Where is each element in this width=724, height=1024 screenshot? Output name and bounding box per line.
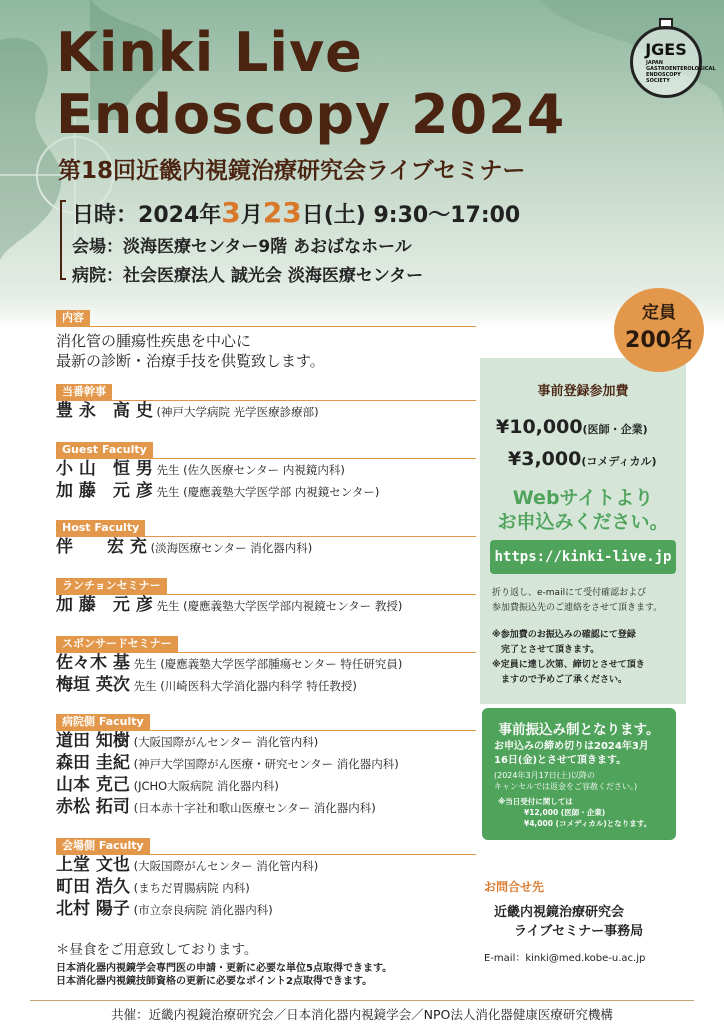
prepayment-box bbox=[482, 708, 676, 840]
credit-notes: 日本消化器内視鏡学会専門医の申請・更新に必要な単位5点取得できます。 日本消化器内視鏡技師資格の更新に必要なポイント2点取得できます。 bbox=[56, 963, 393, 987]
main-title bbox=[56, 22, 565, 146]
person-row: 豊 永 高 史 (神戸大学病院 光学医療診療部) bbox=[56, 401, 319, 421]
title-line-1: Kinki Live bbox=[56, 21, 363, 84]
hospital-line: 病院：社会医療法人 誠光会 淡海医療センター bbox=[72, 266, 424, 286]
prepayment-title: 事前振込み制となります。 bbox=[498, 722, 660, 738]
price-comedical: ¥3,000(コメディカル) bbox=[508, 448, 657, 470]
lunch-note: ＊昼食をご用意致しております。 bbox=[56, 942, 258, 958]
price-doctor: ¥10,000(医師・企業) bbox=[496, 416, 648, 438]
contact-email[interactable]: E-mail：kinki@med.kobe-u.ac.jp bbox=[484, 953, 646, 964]
contact-block bbox=[484, 878, 688, 964]
person-row: 梅垣 英次 先生 (川崎医科大学消化器内科学 特任教授) bbox=[56, 675, 357, 695]
section-tobankanji: 当番幹事 豊 永 高 史 (神戸大学病院 光学医療診療部) bbox=[56, 380, 476, 423]
person-row: 上堂 文也 (大阪国際がんセンター 消化管内科) bbox=[56, 855, 319, 875]
person-row: 町田 浩久 (まちだ胃腸病院 内科) bbox=[56, 877, 250, 897]
footer-cosponsors: 共催：近畿内視鏡治療研究会／日本消化器内視鏡学会／NPO法人消化器健康医療研究機構 bbox=[30, 1000, 694, 1023]
person-row: 赤松 拓司 (日本赤十字社和歌山医療センター 消化器内科) bbox=[56, 797, 376, 817]
section-guest-faculty: Guest Faculty 小 山 恒 男 先生 (佐久医療センター 内視鏡内科) 加 藤 元 彦 先生 (慶應義塾大学医学部 内視鏡センター) bbox=[56, 438, 476, 503]
fee-notes: ※参加費のお振込みの確認にて登録 完了とさせて頂きます。 ※定員に達し次第、締切とさせて頂き ますので予めご了承ください。 bbox=[492, 630, 645, 685]
person-row: 加 藤 元 彦 先生 (慶應義塾大学医学部 内視鏡センター) bbox=[56, 481, 380, 501]
person-row: 加 藤 元 彦 先生 (慶應義塾大学医学部内視鏡センター 教授) bbox=[56, 595, 403, 615]
section-sponsored: スポンサードセミナー 佐々木 基 先生 (慶應義塾大学医学部腫瘍センター 特任研究員) 梅垣 英次 先生 (川崎医科大学消化器内科学 特任教授) bbox=[56, 632, 476, 697]
fee-title: 事前登録参加費 bbox=[537, 384, 629, 399]
person-row: 北村 陽子 (市立奈良病院 消化器内科) bbox=[56, 899, 273, 919]
logo-subtext: JAPAN GASTROENTEROLOGICAL ENDOSCOPY SOCIETY bbox=[646, 60, 716, 84]
person-row: 佐々木 基 先生 (慶應義塾大学医学部腫瘍センター 特任研究員) bbox=[56, 653, 403, 673]
section-content bbox=[56, 306, 476, 371]
content-line-2: 最新の診断・治療手技を供覧致します。 bbox=[56, 352, 325, 370]
person-row: 森田 圭紀 (神戸大学国際がん医療・研究センター 消化器内科) bbox=[56, 753, 399, 773]
contact-org-1: 近畿内視鏡治療研究会 bbox=[494, 905, 625, 920]
content-line-1: 消化管の腫瘍性疾患を中心に bbox=[56, 332, 252, 350]
title-line-2: Endoscopy 2024 bbox=[56, 83, 566, 146]
subtitle: 第18回近畿内視鏡治療研究会ライブセミナー bbox=[58, 158, 526, 184]
same-day-fee: ※当日受付に関しては ¥12,000 (医師・企業) ¥4,000 (コメディカル)となります。 bbox=[498, 797, 652, 828]
section-host-faculty: Host Faculty 伴 宏 充 (淡海医療センター 消化器内科) bbox=[56, 516, 476, 559]
tag-content: 内容 bbox=[56, 310, 90, 326]
section-hospital-faculty: 病院側 Faculty 道田 知樹 (大阪国際がんセンター 消化管内科) 森田 圭紀 (神戸大学国際がん医療・研究センター 消化器内科) 山本 克己 (JCHO大阪病院 消化器内科) 赤松 拓司 (日本赤十字社和歌山医療センター 消化器内科) bbox=[56, 710, 476, 819]
person-row: 伴 宏 充 (淡海医療センター 消化器内科) bbox=[56, 537, 313, 557]
capacity-badge: 定員 200名 bbox=[614, 288, 704, 372]
web-apply-text: Webサイトより お申込みください。 bbox=[497, 487, 669, 533]
confirmation-text: 折り返し、e-mailにて受付確認および 参加費振込先のご連絡をさせて頂きます。 bbox=[492, 588, 663, 613]
contact-label: お問合せ先 bbox=[484, 880, 545, 894]
date-line: 日時：2024年3月23日(土) 9:30〜17:00 bbox=[72, 196, 521, 229]
cancel-policy: (2024年3月17日(土)以降の キャンセルでは返金をご容赦ください。) bbox=[494, 771, 638, 791]
deadline-text: お申込みの締め切りは2024年3月 16日(金)とさせて頂きます。 bbox=[494, 741, 649, 766]
jges-logo bbox=[628, 14, 716, 102]
fee-box bbox=[480, 358, 686, 704]
info-bracket bbox=[60, 200, 66, 280]
logo-name: JGES bbox=[645, 40, 687, 59]
section-venue-faculty: 会場側 Faculty 上堂 文也 (大阪国際がんセンター 消化管内科) 町田 浩久 (まちだ胃腸病院 内科) 北村 陽子 (市立奈良病院 消化器内科) bbox=[56, 834, 476, 921]
venue-line: 会場：淡海医療センター9階 あおばなホール bbox=[72, 237, 412, 257]
person-row: 道田 知樹 (大阪国際がんセンター 消化管内科) bbox=[56, 731, 319, 751]
person-row: 小 山 恒 男 先生 (佐久医療センター 内視鏡内科) bbox=[56, 459, 345, 479]
section-luncheon: ランチョンセミナー 加 藤 元 彦 先生 (慶應義塾大学医学部内視鏡センター 教授) bbox=[56, 574, 476, 617]
contact-org-2: ライブセミナー事務局 bbox=[514, 924, 644, 939]
person-row: 山本 克己 (JCHO大阪病院 消化器内科) bbox=[56, 775, 279, 795]
website-url-link[interactable]: https://kinki-live.jp bbox=[490, 540, 676, 574]
